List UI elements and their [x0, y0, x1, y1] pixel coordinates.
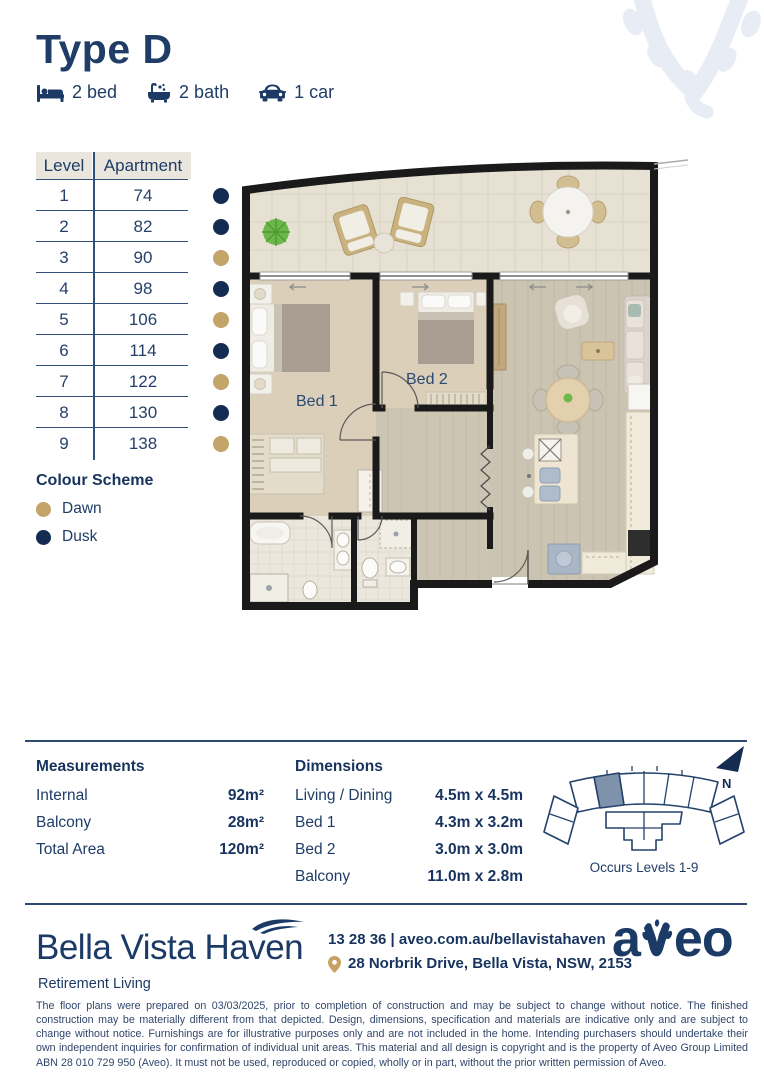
key-plan-caption: Occurs Levels 1-9: [589, 860, 699, 875]
building-key-plan: [540, 752, 748, 856]
dusk-label: Dusk: [62, 528, 98, 545]
apartment-cell: 74: [133, 185, 153, 205]
feature-bath-label: 2 bath: [179, 82, 230, 102]
level-cell: 9: [59, 433, 69, 453]
apartment-cell: 98: [133, 278, 153, 298]
measurement-value: 92m²: [227, 787, 264, 804]
dawn-label: Dawn: [62, 500, 102, 517]
aveo-logo-eo: eo: [673, 910, 733, 968]
brand-name: Bella Vista Haven: [36, 928, 304, 967]
floor-plan-graphic: [230, 146, 690, 622]
dimension-row: [295, 868, 523, 886]
scheme-dot: [213, 343, 229, 359]
apartment-cell: 130: [128, 402, 158, 422]
page-title: Type D: [36, 26, 173, 72]
scheme-dot: [213, 250, 229, 266]
bed-icon: [37, 83, 64, 103]
apartment-cell: 82: [133, 216, 153, 236]
measurement-label: Internal: [36, 787, 88, 804]
dimension-label: Balcony: [295, 868, 351, 885]
watermark-leaf-icon: [595, 0, 764, 144]
dimension-label: Bed 2: [295, 841, 336, 858]
dimension-value: 11.0m x 2.8m: [427, 868, 523, 885]
table-row: [36, 180, 256, 211]
section-divider: [25, 740, 747, 742]
dawn-dot: [36, 502, 51, 517]
table-row: [36, 397, 256, 428]
measurement-label: Total Area: [36, 841, 105, 858]
location-pin-icon: [328, 956, 341, 973]
dusk-dot: [36, 530, 51, 545]
measurement-row: [36, 787, 264, 805]
level-cell: 6: [59, 340, 69, 360]
scheme-dot: [213, 436, 229, 452]
disclaimer-text: The floor plans were prepared on 03/03/2025, prior to completion of construction and may be subject to change without notice. The finished construction may be materially different from that depicted. Design, dimensions, specification and materials are indicative only and are subject to change without notice. Furnishings are for illustrative purposes only and are not included in the home. Intending purchasers should undertake their own independent inquiries for confirmation of individual unit areas. This material and all design is copyright and is the property of Aveo Group Limited ABN 28 010 729 950 (Aveo). It must not be used, reproduced or copied, wholly or in part, without the prior written permission of Aveo.: [36, 1000, 748, 1069]
table-row: [36, 242, 256, 273]
feature-car-label: 1 car: [294, 82, 335, 102]
apartment-cell: 90: [133, 247, 153, 267]
bed1-label: Bed 1: [296, 393, 338, 410]
address: 28 Norbrik Drive, Bella Vista, NSW, 2153: [348, 955, 633, 972]
measurements-block: [36, 758, 264, 868]
scheme-dot: [213, 219, 229, 235]
apartment-cell: 114: [129, 340, 157, 360]
level-cell: 5: [59, 309, 69, 329]
level-cell: 2: [59, 216, 69, 236]
feature-row: [37, 82, 334, 103]
level-cell: 1: [59, 185, 69, 205]
dimensions-title: Dimensions: [295, 758, 383, 775]
feature-bath: [147, 82, 229, 103]
dimension-value: 4.3m x 3.2m: [435, 814, 523, 831]
measurement-value: 120m²: [219, 841, 264, 858]
brand-tagline: Retirement Living: [38, 976, 151, 992]
measurements-title: Measurements: [36, 758, 145, 775]
apartment-cell: 122: [128, 371, 158, 391]
aveo-logo-a: a: [612, 910, 640, 968]
table-row: [36, 366, 256, 397]
measurement-row: [36, 841, 264, 859]
bed2-label: Bed 2: [406, 371, 448, 388]
feature-bed-label: 2 bed: [72, 82, 118, 102]
measurement-row: [36, 814, 264, 832]
dimensions-block: [295, 758, 523, 895]
colour-scheme-title: Colour Scheme: [36, 472, 154, 489]
dimension-value: 3.0m x 3.0m: [435, 841, 523, 858]
dimension-row: [295, 787, 523, 805]
dimension-label: Living / Dining: [295, 787, 393, 804]
table-row: [36, 428, 256, 459]
table-row: [36, 304, 256, 335]
north-label: N: [722, 776, 732, 791]
phone-web: 13 28 36 | aveo.com.au/bellavistahaven: [328, 931, 606, 948]
table-header-row: [36, 152, 256, 179]
table-row: [36, 335, 256, 366]
apartment-cell: 106: [128, 309, 158, 329]
scheme-dot: [213, 188, 229, 204]
level-cell: 4: [59, 278, 69, 298]
dimension-row: [295, 841, 523, 859]
bath-icon: [147, 82, 171, 103]
table-row: [36, 211, 256, 242]
car-icon: [259, 84, 286, 102]
level-cell: 3: [59, 247, 69, 267]
feature-bed: [37, 82, 117, 103]
measurement-value: 28m²: [227, 814, 264, 831]
table-row: [36, 273, 256, 304]
scheme-dot: [213, 312, 229, 328]
measurement-label: Balcony: [36, 814, 92, 831]
apartment-cell: 138: [128, 433, 158, 453]
apartment-level-table: [36, 152, 256, 459]
dimension-label: Bed 1: [295, 814, 336, 831]
scheme-dot: [213, 281, 229, 297]
table-header-apartment: Apartment: [95, 152, 191, 179]
scheme-dot: [213, 374, 229, 390]
colour-scheme-dusk: [36, 528, 97, 546]
level-cell: 7: [59, 371, 69, 391]
leaf-v-icon: [641, 918, 673, 960]
colour-scheme-dawn: [36, 500, 102, 518]
dimension-value: 4.5m x 4.5m: [435, 787, 523, 804]
footer-divider: [25, 903, 747, 905]
address-row: [328, 952, 632, 976]
table-header-level: Level: [36, 152, 92, 179]
dimension-row: [295, 814, 523, 832]
contact-block: [328, 928, 632, 976]
level-cell: 8: [59, 402, 69, 422]
aveo-logo: [612, 910, 733, 968]
feature-car: [259, 82, 334, 103]
scheme-dot: [213, 405, 229, 421]
